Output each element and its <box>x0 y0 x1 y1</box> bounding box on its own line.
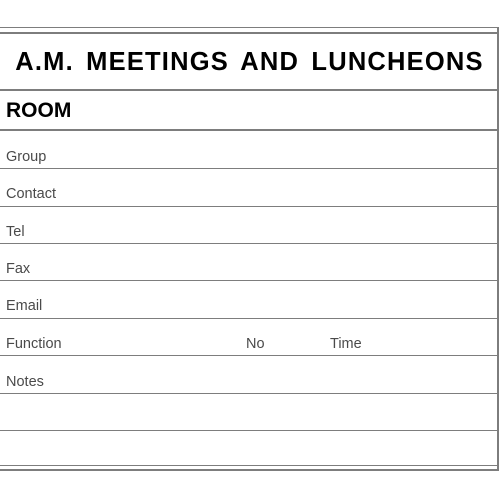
notes-row-rule <box>0 393 499 394</box>
room-bottom-rule <box>0 129 499 131</box>
title-bottom-rule <box>0 89 499 91</box>
email-row-rule <box>0 318 499 319</box>
fax-label: Fax <box>6 261 31 277</box>
blank-row-rule <box>0 430 499 431</box>
form-top-rule <box>0 27 499 28</box>
email-label: Email <box>6 298 43 314</box>
tel-row-rule <box>0 243 499 244</box>
room-label: ROOM <box>6 99 72 122</box>
notes-label: Notes <box>6 374 44 390</box>
form-title: A.M. MEETINGS AND LUNCHEONS <box>15 48 484 76</box>
form-top-rule-inner <box>0 32 499 34</box>
contact-row-rule <box>0 206 499 207</box>
group-row-rule <box>0 168 499 169</box>
form-bottom-rule <box>0 465 499 466</box>
time-label: Time <box>330 336 362 352</box>
no-label: No <box>246 336 265 352</box>
function-row-rule <box>0 355 499 356</box>
form-right-border <box>497 27 499 471</box>
function-label: Function <box>6 336 62 352</box>
form-bottom-rule-inner <box>0 469 499 471</box>
fax-row-rule <box>0 280 499 281</box>
tel-label: Tel <box>6 224 25 240</box>
group-label: Group <box>6 149 47 165</box>
contact-label: Contact <box>6 186 56 202</box>
